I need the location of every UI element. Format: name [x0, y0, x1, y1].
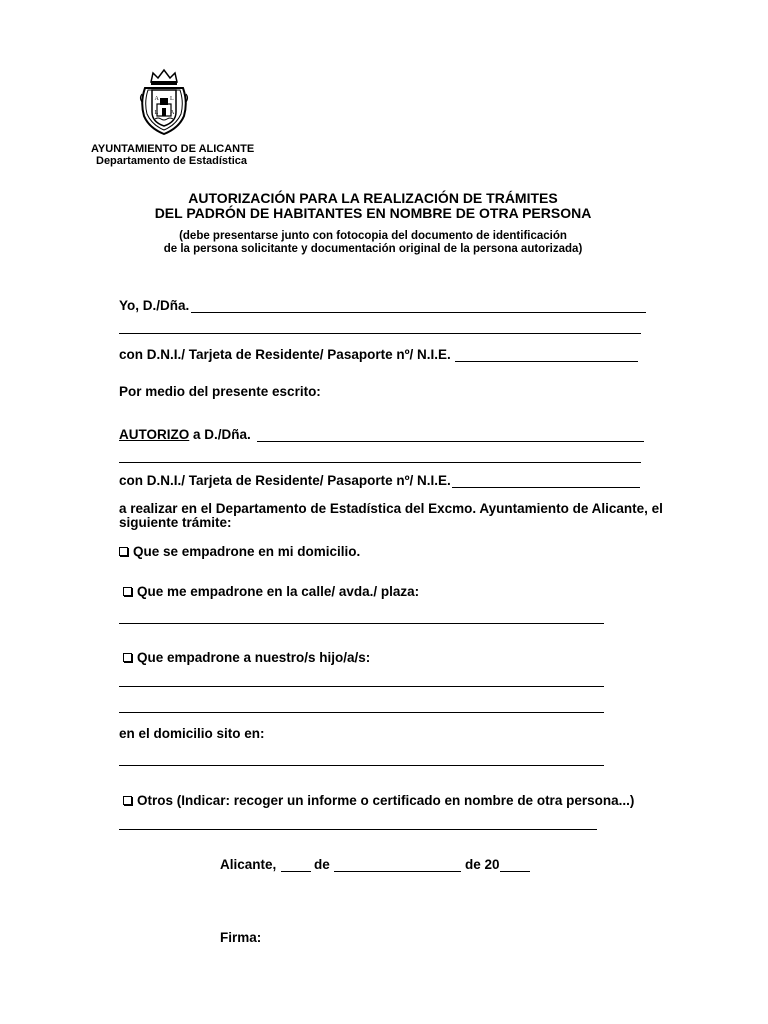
- option-empadrone-hijos[interactable]: [123, 650, 370, 665]
- label-por-medio: Por medio del presente escrito:: [119, 384, 321, 399]
- note-line-1: (debe presentarse junto con fotocopia del documento de identificación: [179, 230, 567, 242]
- svg-text:A: A: [170, 110, 175, 116]
- label-firma: Firma:: [220, 930, 262, 945]
- checkbox-icon[interactable]: [123, 587, 132, 596]
- label-autorizo: [119, 427, 251, 442]
- label-domicilio: en el domicilio sito en:: [119, 726, 265, 741]
- checkbox-icon[interactable]: [123, 796, 132, 805]
- option-3-label: Que empadrone a nuestro/s hijo/a/s:: [137, 650, 371, 665]
- field-address[interactable]: [119, 765, 604, 766]
- checkbox-icon[interactable]: [123, 653, 132, 662]
- text-realizar-line-1: a realizar en el Departamento de Estadística del Excmo. Ayuntamiento de Alicante, el: [119, 501, 663, 516]
- department-name: Departamento de Estadística: [96, 155, 247, 167]
- option-2-label: Que me empadrone en la calle/ avda./ plaza:: [137, 584, 420, 599]
- field-authorized-dni[interactable]: [452, 487, 640, 488]
- option-otros[interactable]: [123, 793, 634, 808]
- title-line-2: DEL PADRÓN DE HABITANTES EN NOMBRE DE OTRA PERSONA: [154, 205, 592, 221]
- field-requester-name[interactable]: [191, 312, 646, 313]
- svg-text:A: A: [154, 96, 159, 102]
- option-1-label: Que se empadrone en mi domicilio.: [133, 544, 361, 559]
- svg-text:L: L: [170, 96, 174, 102]
- date-city: Alicante,: [220, 857, 277, 872]
- coat-of-arms-icon: [139, 68, 189, 136]
- title-line-1: AUTORIZACIÓN PARA LA REALIZACIÓN DE TRÁMITES: [188, 190, 558, 206]
- field-month[interactable]: [334, 871, 461, 872]
- field-authorized-name[interactable]: [257, 441, 644, 442]
- autorizo-rest: a D./Dña.: [189, 427, 251, 442]
- option-4-label: Otros (Indicar: recoger un informe o certificado en nombre de otra persona...): [137, 793, 635, 808]
- label-dni-authorized: con D.N.I./ Tarjeta de Residente/ Pasaporte nº/ N.I.E.: [119, 473, 451, 488]
- field-children-2[interactable]: [119, 712, 604, 713]
- field-street[interactable]: [119, 623, 604, 624]
- date-de-2: de 20: [465, 857, 500, 872]
- field-otros[interactable]: [119, 829, 597, 830]
- field-authorized-name-cont[interactable]: [119, 462, 641, 463]
- field-day[interactable]: [281, 871, 311, 872]
- org-name: AYUNTAMIENTO DE ALICANTE: [91, 143, 255, 155]
- option-empadrone-mi-domicilio[interactable]: [119, 544, 360, 559]
- option-empadrone-calle[interactable]: [123, 584, 419, 599]
- checkbox-icon[interactable]: [119, 547, 128, 556]
- label-yo: Yo, D./Dña.: [119, 298, 190, 313]
- field-year[interactable]: [500, 871, 530, 872]
- svg-text:L: L: [154, 110, 159, 116]
- field-requester-dni[interactable]: [455, 361, 638, 362]
- field-children-1[interactable]: [119, 686, 604, 687]
- date-de-1: de: [314, 857, 330, 872]
- label-dni-requester: con D.N.I./ Tarjeta de Residente/ Pasaporte nº/ N.I.E.: [119, 347, 451, 362]
- autorizo-word: AUTORIZO: [119, 427, 190, 442]
- field-requester-name-cont[interactable]: [119, 333, 641, 334]
- text-realizar-line-2: siguiente trámite:: [119, 515, 232, 530]
- note-line-2: de la persona solicitante y documentación original de la persona autorizada): [163, 243, 583, 255]
